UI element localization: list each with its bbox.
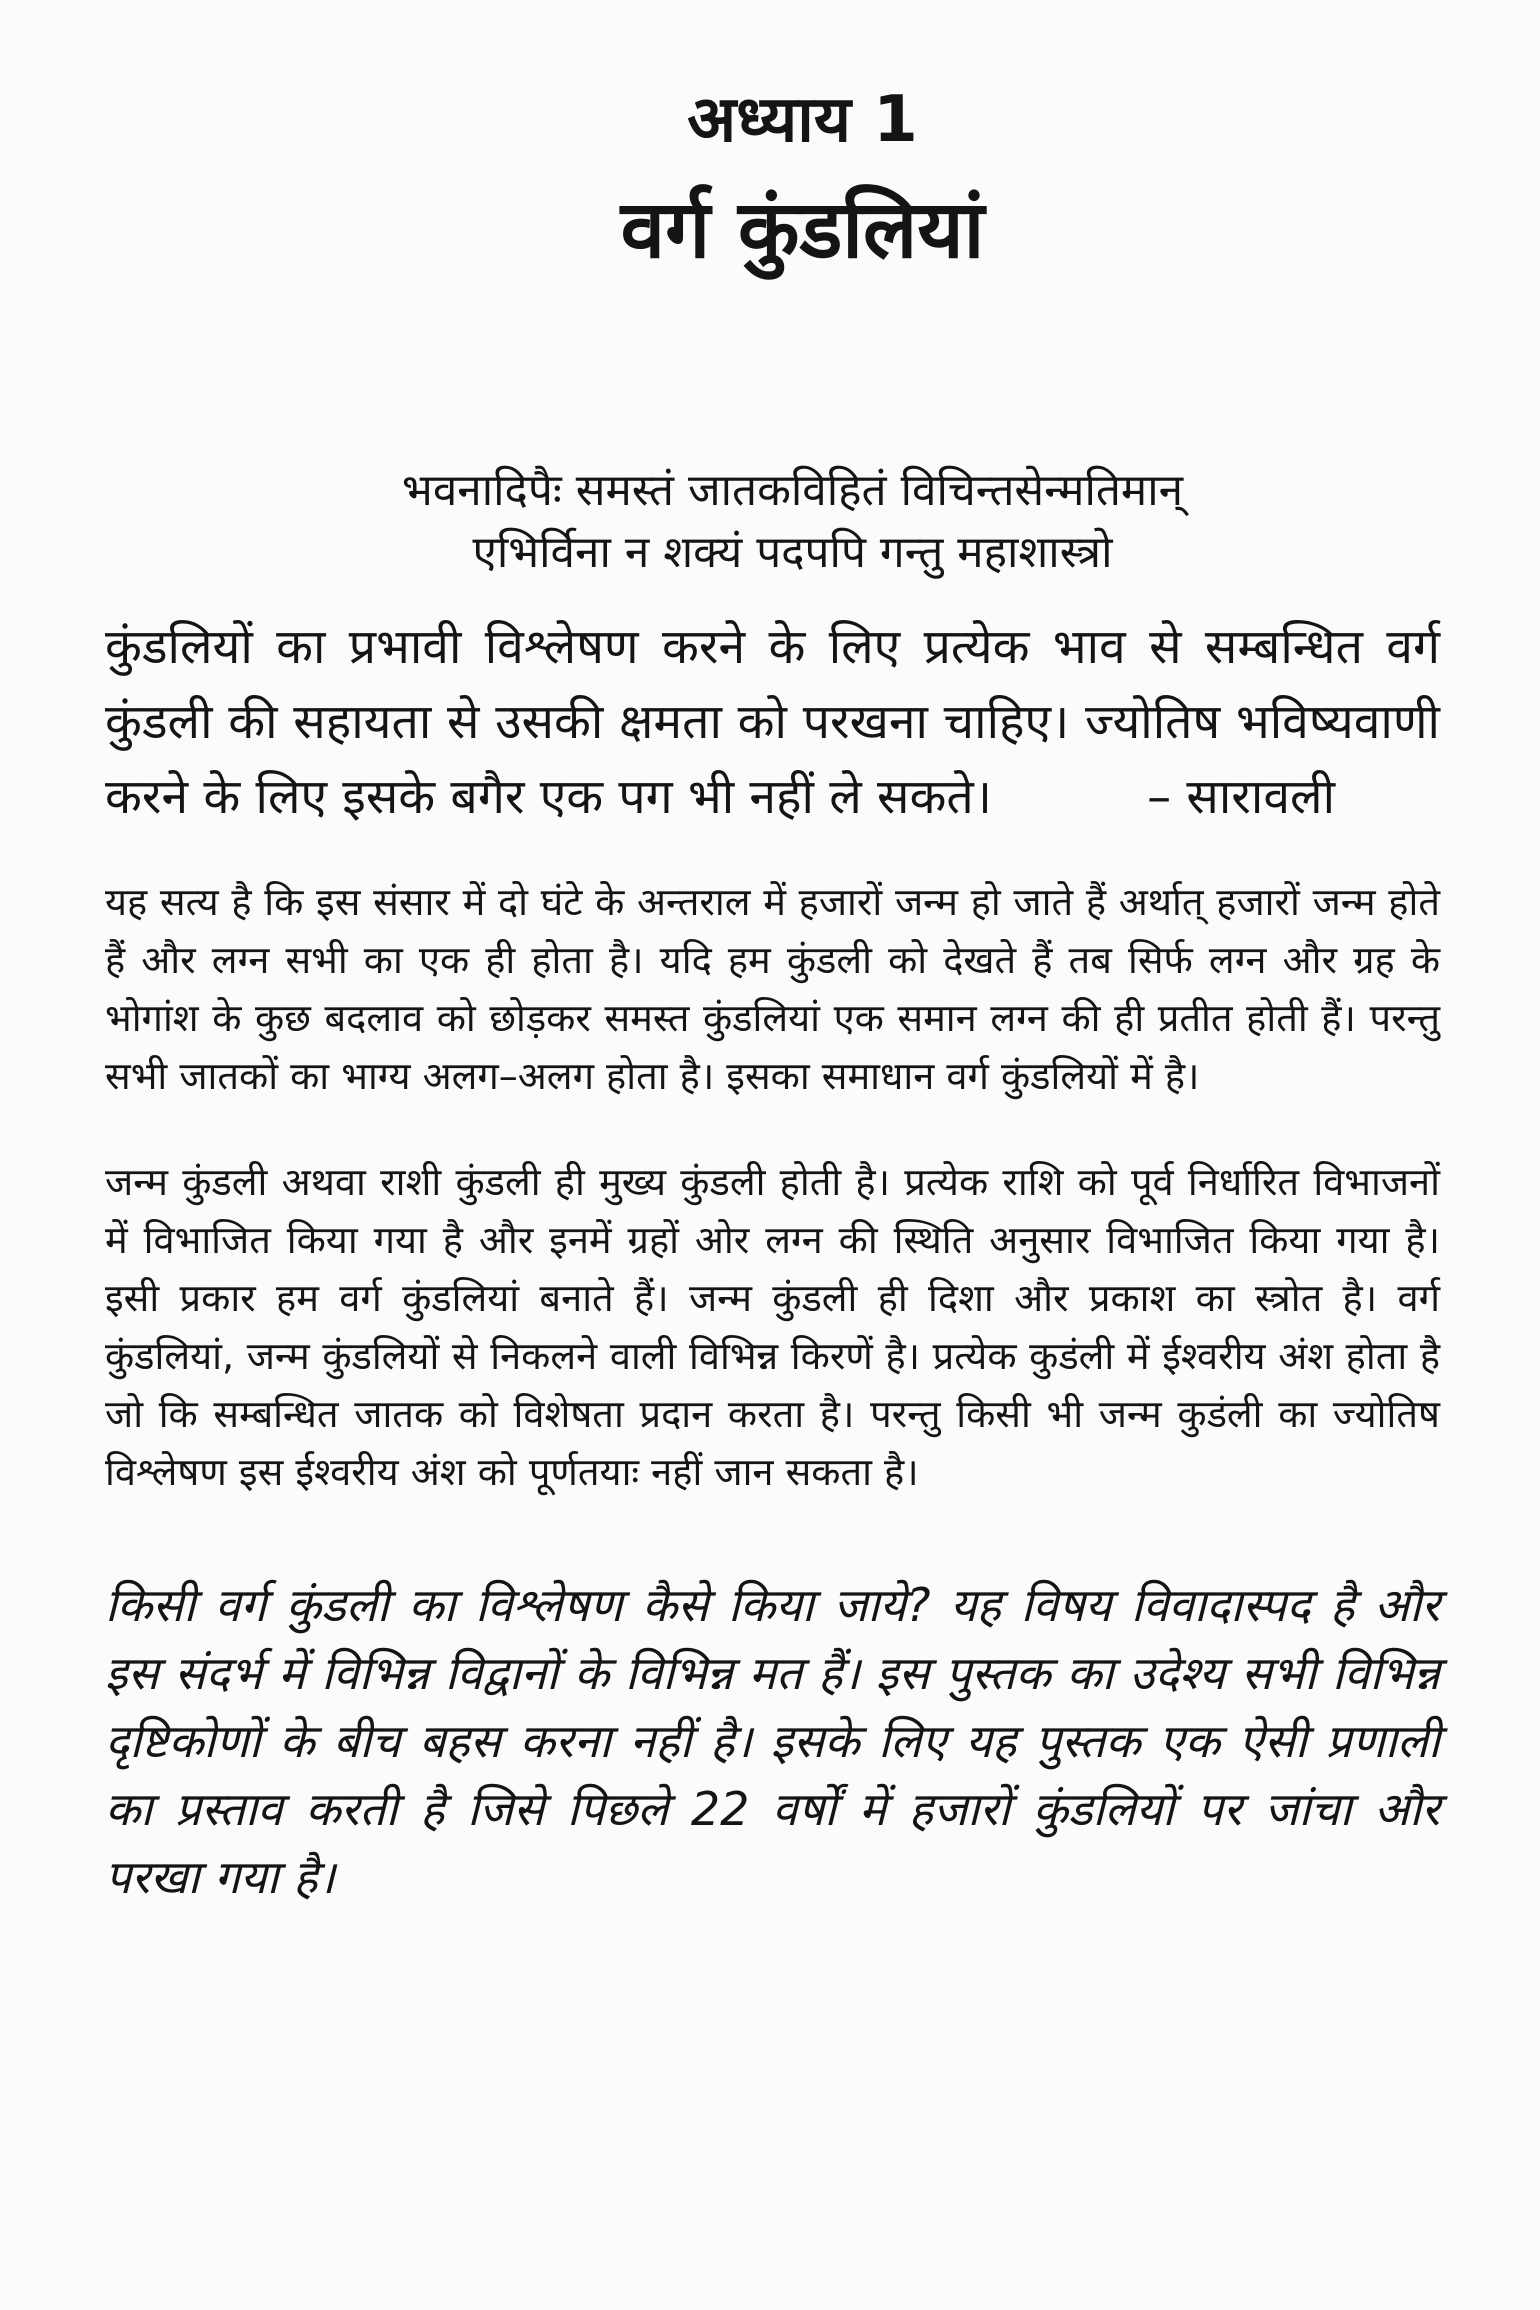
chapter-title: वर्ग कुंडलियां <box>620 183 985 276</box>
paragraph-2: जन्म कुंडली अथवा राशी कुंडली ही मुख्य कुंडली होती है। प्रत्येक राशि को पूर्व निर्धारित विभाजनों में विभाजित किया गया है और इनमें ग्रहों ओर लग्न की स्थिति अनुसार विभाजित किया गया है। इसी प्रकार हम वर्ग कुंडलियां बनाते हैं। जन्म कुंडली ही दिशा और प्रकाश का स्त्रोत है। वर्ग कुंडलियां, जन्म कुंडलियों से निकलने वाली विभिन्न किरणें है। प्रत्येक कुडंली में ईश्वरीय अंश होता है जो कि सम्बन्धित जातक को विशेषता प्रदान करता है। परन्तु किसी भी जन्म कुडंली का ज्योतिष विश्लेषण इस ईश्वरीय अंश को पूर्णतयाः नहीं जान सकता है। <box>105 1160 1440 1494</box>
paragraph-3-italic: किसी वर्ग कुंडली का विश्लेषण कैसे किया जाये? यह विषय विवादास्पद है और इस संदर्भ में विभिन्न विद्वानों के विभिन्न मत हैं। इस पुस्तक का उदेश्य सभी विभिन्न दृष्टिकोणों के बीच बहस करना नहीं है। इसके लिए यह पुस्तक एक ऐसी प्रणाली का प्रस्ताव करती है जिसे पिछले 22 वर्षों में हजारों कुंडलियों पर जांचा और परखा गया है। <box>105 1578 1440 1904</box>
translation-attribution: – सारावली <box>1147 769 1336 825</box>
chapter-header <box>165 70 1440 290</box>
verse-translation <box>105 610 1440 835</box>
translation-text: कुंडलियों का प्रभावी विश्लेषण करने के लिए प्रत्येक भाव से सम्बन्धित वर्ग कुंडली की सहायता से उसकी क्षमता को परखना चाहिए। ज्योतिष भविष्यवाणी करने के लिए इसके बगैर एक पग भी नहीं ले सकते। <box>105 619 1440 825</box>
verse-line-1: भवनादिपैः समस्तं जातकविहितं विचिन्तसेन्मतिमान् <box>401 465 1184 516</box>
sanskrit-verse <box>105 460 1440 584</box>
paragraph-1: यह सत्य है कि इस संसार में दो घंटे के अन्तराल में हजारों जन्म हो जाते हैं अर्थात् हजारों जन्म होते हैं और लग्न सभी का एक ही होता है। यदि हम कुंडली को देखते हैं तब सिर्फ लग्न और ग्रह के भोगांश के कुछ बदलाव को छोड़कर समस्त कुंडलियां एक समान लग्न की ही प्रतीत होती हैं। परन्तु सभी जातकों का भाग्य अलग–अलग होता है। इसका समाधान वर्ग कुंडलियों में है। <box>105 880 1440 1098</box>
chapter-number: अध्याय 1 <box>687 83 918 157</box>
verse-line-2: एभिर्विना न शक्यं पदपपि गन्तु महाशास्त्रो <box>472 527 1113 578</box>
